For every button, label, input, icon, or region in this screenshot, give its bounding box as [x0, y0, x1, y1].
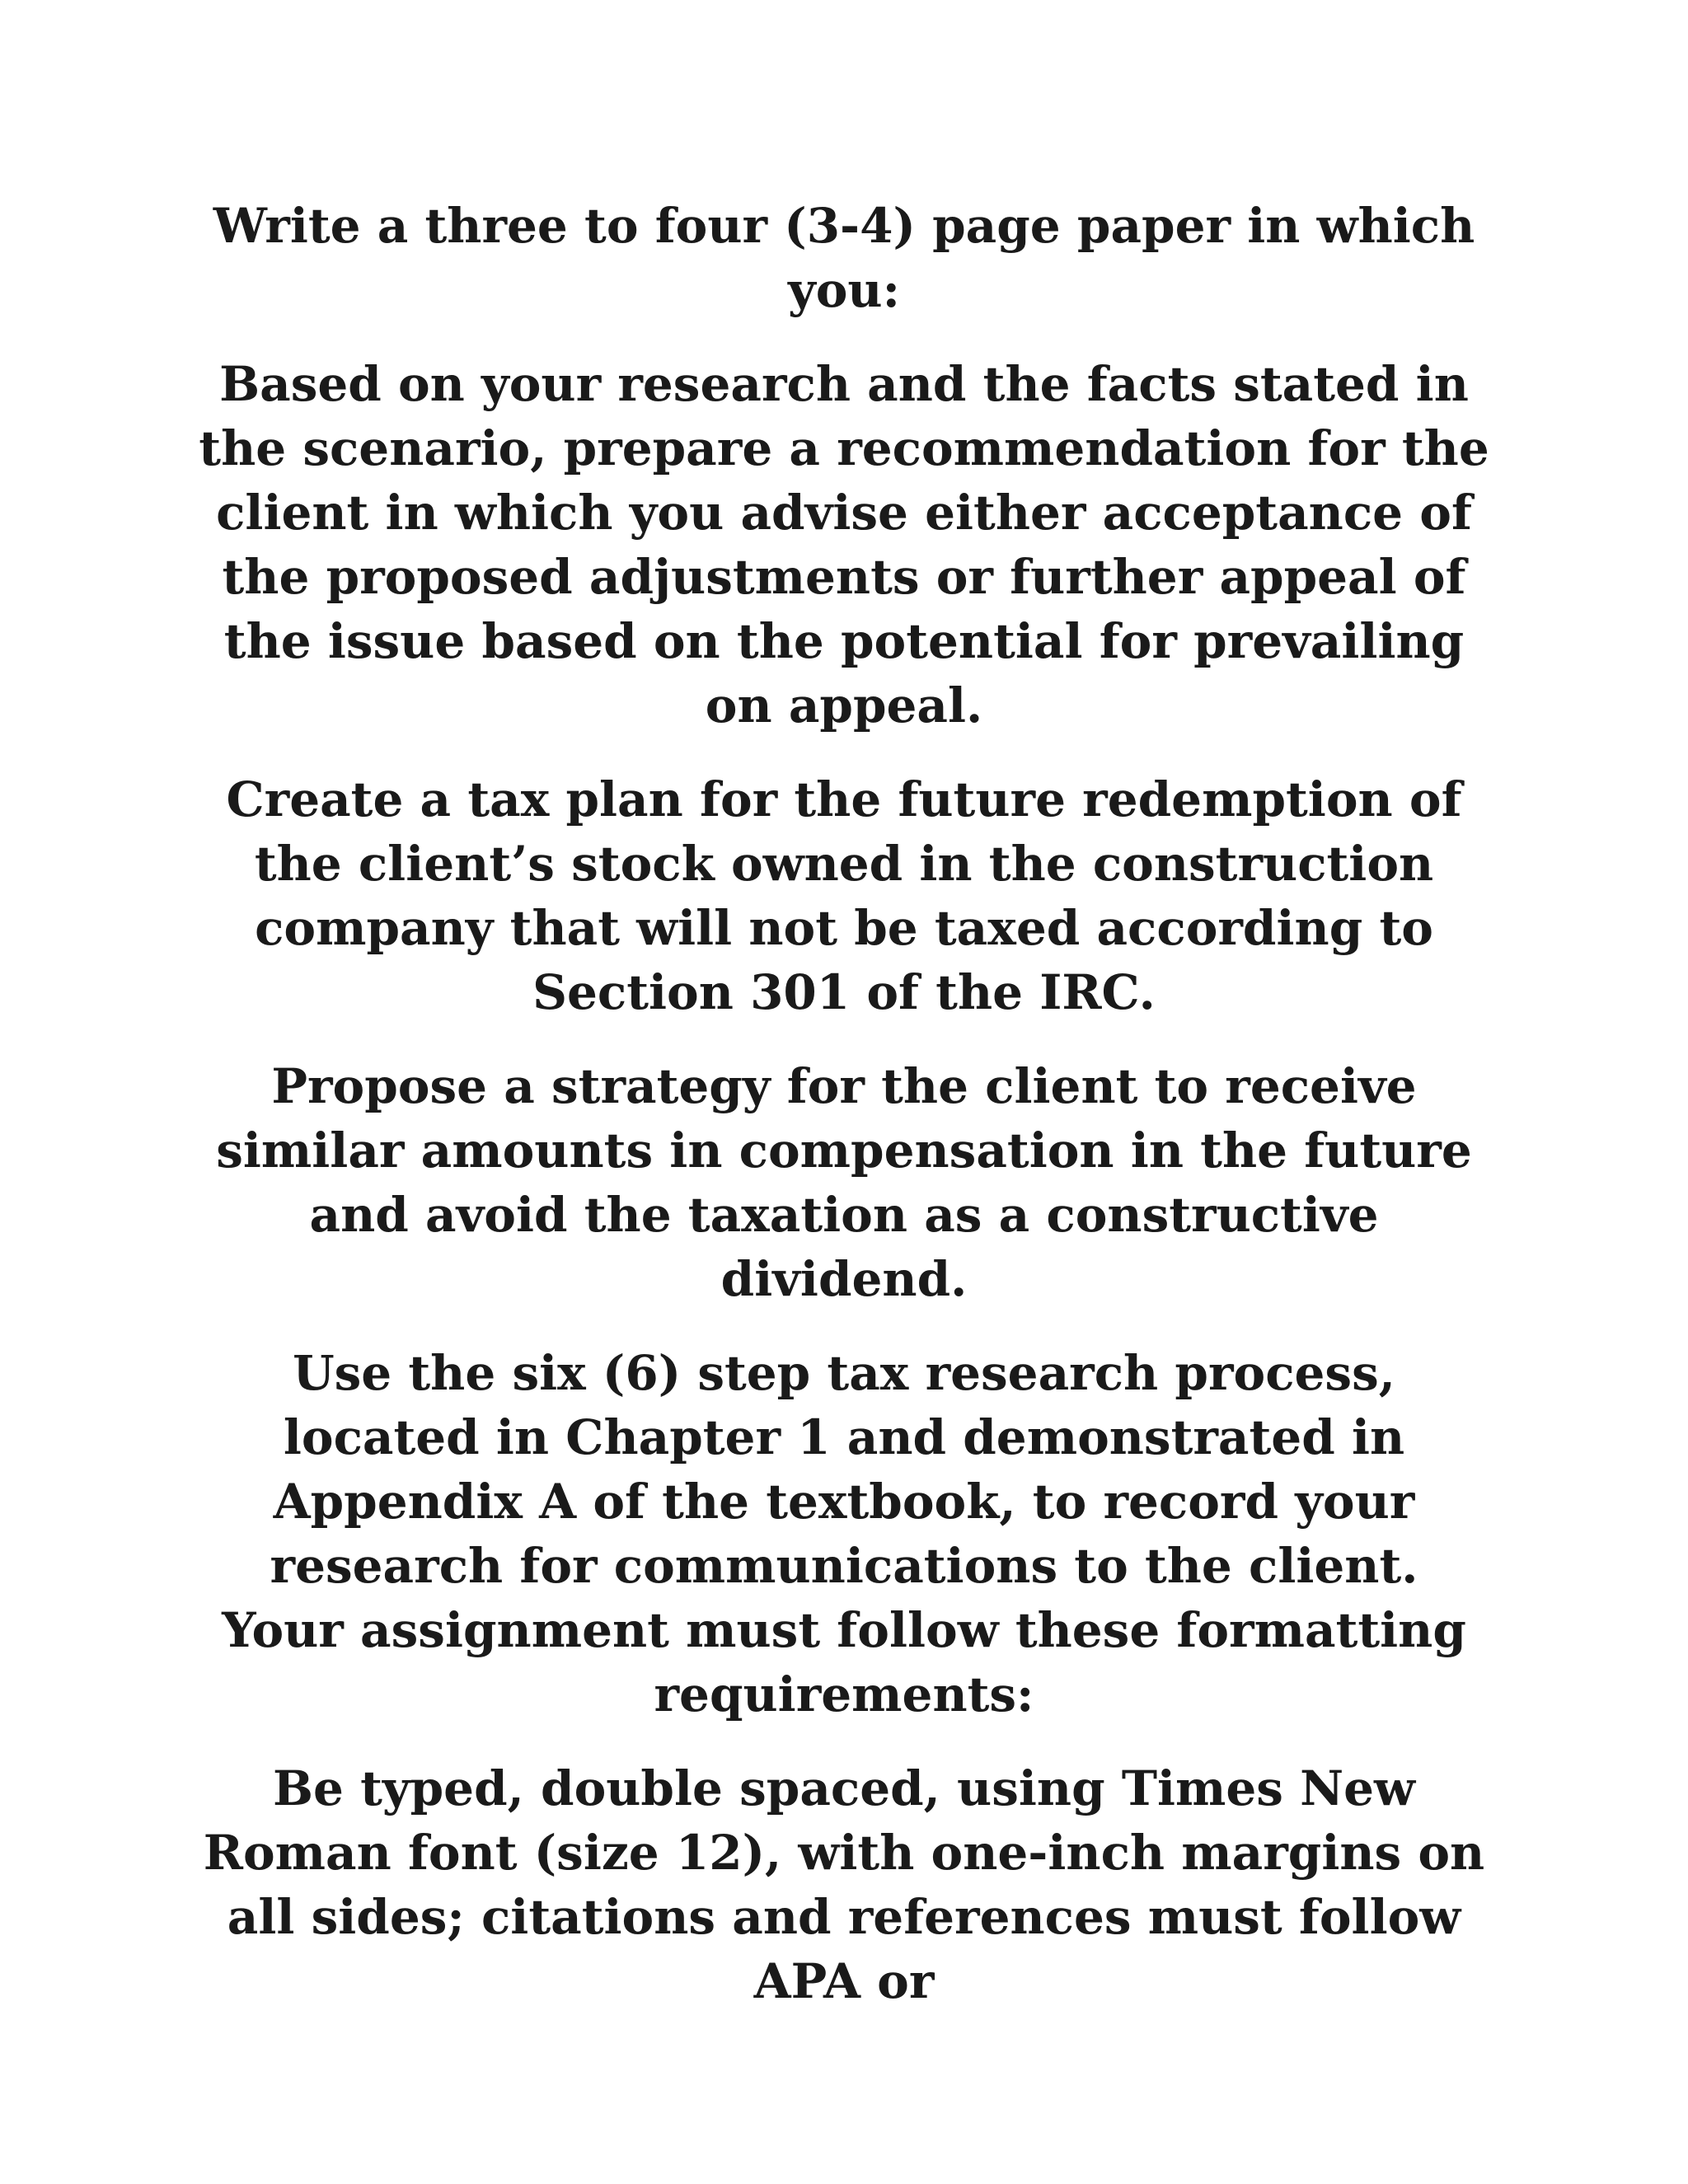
paragraph-tax-plan: Create a tax plan for the future redemption of the client’s stock owned in the construction company that will not be taxed according to Section 301 of the IRC.	[226, 771, 1462, 1020]
document-body	[188, 194, 1500, 2013]
paragraph-formatting-requirements: Be typed, double spaced, using Times New Roman font (size 12), with one-inch margins on all sides; citations and references must follow APA or	[203, 1760, 1485, 2009]
paragraph-intro: Write a three to four (3-4) page paper in which you:	[213, 198, 1475, 318]
paragraph-research-process: Use the six (6) step tax research process, located in Chapter 1 and demonstrated in Appendix A of the textbook, to record your research for communications to the client.	[270, 1345, 1418, 1594]
paragraph-strategy: Propose a strategy for the client to receive similar amounts in compensation in the future and avoid the taxation as a constructive dividend.	[216, 1058, 1472, 1307]
paragraph-recommendation: Based on your research and the facts stated in the scenario, prepare a recommendation for the client in which you advise either acceptance of the proposed adjustments or further appeal of the issue based on the potential for prevailing on appeal.	[199, 356, 1489, 733]
paragraph-formatting-heading: Your assignment must follow these formatting requirements:	[222, 1602, 1466, 1722]
